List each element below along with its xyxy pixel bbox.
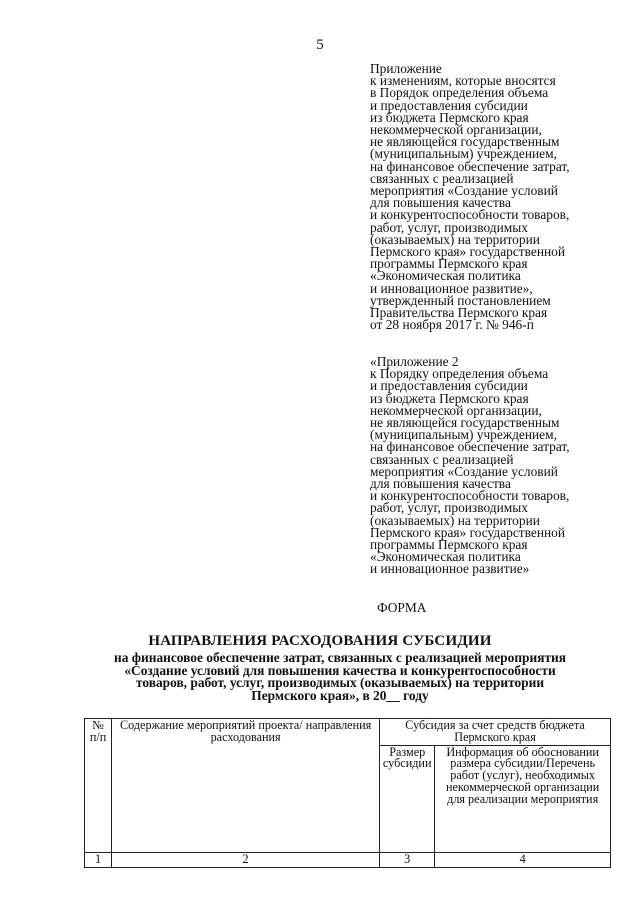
header-number: № п/п [85, 719, 112, 853]
document-subtitle [70, 652, 610, 702]
appendix-line: на финансовое обеспечение затрат, [370, 439, 570, 455]
appendix-line: некоммерческой организации, [370, 122, 542, 138]
appendix-line: работ, услуг, производимых [370, 500, 528, 516]
document-title: НАПРАВЛЕНИЯ РАСХОДОВАНИЯ СУБСИДИИ [148, 633, 492, 649]
appendix-line: (муниципальным) учреждением, [370, 427, 557, 443]
appendix-line: (муниципальным) учреждением, [370, 146, 557, 162]
subsidy-table [84, 718, 611, 868]
column-number-4: 4 [435, 852, 611, 867]
appendix-line: и инновационное развитие», [370, 280, 533, 296]
appendix-line: в Порядок определения объема [370, 85, 549, 101]
appendix-line: и конкурентоспособности товаров, [370, 207, 570, 223]
appendix-line: (оказываемых) на территории [370, 512, 540, 528]
appendix-line: утвержденный постановлением [370, 292, 551, 308]
subtitle-line: «Создание условий для повышения качества и конкурентоспособности [124, 662, 556, 678]
appendix-header-1 [370, 63, 632, 331]
appendix-line: связанных с реализацией [370, 170, 514, 186]
subtitle-line: товаров, работ, услуг, производимых (оказываемых) на территории [135, 675, 545, 691]
appendix-line: Приложение [370, 61, 442, 76]
appendix-line: работ, услуг, производимых [370, 219, 528, 235]
subtitle-line: Пермского края», в 20__ году [251, 687, 429, 703]
appendix-line: связанных с реализацией [370, 451, 514, 467]
appendix-line: мероприятия «Создание условий [370, 463, 558, 479]
appendix-line: и конкурентоспособности товаров, [370, 488, 570, 504]
header-subsidy-group: Субсидия за счет средств бюджета Пермского края [380, 719, 611, 746]
appendix-line: на финансовое обеспечение затрат, [370, 158, 570, 174]
appendix-line: и инновационное развитие» [370, 561, 530, 577]
table-header-row [85, 719, 611, 746]
form-label: ФОРМА [377, 600, 427, 615]
column-number-3: 3 [380, 852, 435, 867]
appendix-line: и предоставления субсидии [370, 378, 528, 394]
appendix-line: (оказываемых) на территории [370, 231, 540, 247]
appendix-line: для повышения качества [370, 476, 511, 492]
appendix-line: Пермского края» государственной [370, 524, 566, 540]
appendix-line: Пермского края» государственной [370, 244, 566, 260]
subtitle-line: на финансовое обеспечение затрат, связанных с реализацией мероприятия [114, 650, 566, 665]
appendix-line: программы Пермского края [370, 256, 528, 272]
header-content: Содержание мероприятий проекта/ направления расходования [112, 719, 380, 853]
appendix-line: из бюджета Пермского края [370, 390, 529, 406]
header-subsidy-info: Информация об обосновании размера субсидии/Перечень работ (услуг), необходимых некоммерческой организации для реализации мероприятия [435, 745, 611, 852]
appendix-header-2 [370, 356, 632, 576]
appendix-line: «Экономическая политика [370, 268, 521, 284]
appendix-line: для повышения качества [370, 195, 511, 211]
appendix-line: к изменениям, которые вносятся [370, 73, 556, 89]
header-subsidy-size: Размер субсидии [380, 745, 435, 852]
table-row [85, 852, 611, 867]
column-number-1: 1 [85, 852, 112, 867]
appendix-line: от 28 ноября 2017 г. № 946-п [370, 317, 534, 333]
appendix-line: не являющейся государственным [370, 134, 560, 150]
appendix-line: и предоставления субсидии [370, 97, 528, 113]
appendix-line: Правительства Пермского края [370, 305, 548, 321]
appendix-line: «Экономическая политика [370, 549, 521, 565]
appendix-line: некоммерческой организации, [370, 402, 542, 418]
appendix-line: к Порядку определения объема [370, 366, 549, 382]
appendix-line: «Приложение 2 [370, 354, 459, 369]
column-number-2: 2 [112, 852, 380, 867]
appendix-line: программы Пермского края [370, 537, 528, 553]
page-number: 5 [316, 37, 324, 53]
appendix-line: из бюджета Пермского края [370, 109, 529, 125]
appendix-line: мероприятия «Создание условий [370, 183, 558, 199]
appendix-line: не являющейся государственным [370, 415, 560, 431]
